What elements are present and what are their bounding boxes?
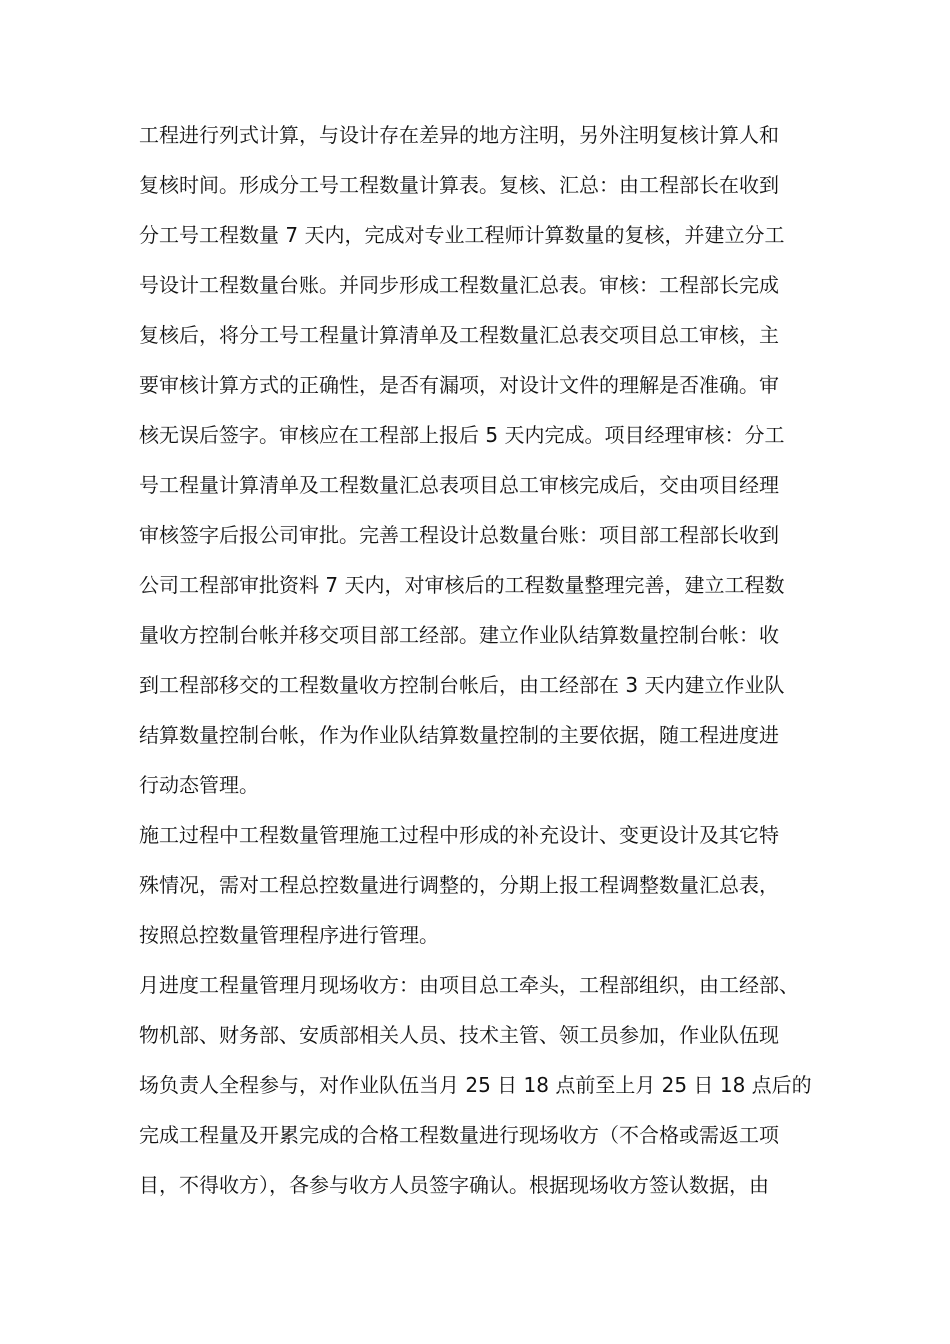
text-line: 复核时间。形成分工号工程数量计算表。复核、汇总：由工程部长在收到: [139, 173, 779, 197]
text-line: 号设计工程数量台账。并同步形成工程数量汇总表。审核：工程部长完成: [139, 273, 779, 297]
text-line: 场负责人全程参与，对作业队伍当月 25 日 18 点前至上月 25 日 18 点后的: [139, 1073, 812, 1097]
text-line: 号工程量计算清单及工程数量汇总表项目总工审核完成后，交由项目经理: [139, 473, 779, 497]
text-line: 结算数量控制台帐，作为作业队结算数量控制的主要依据，随工程进度进: [139, 723, 779, 747]
text-line: 复核后，将分工号工程量计算清单及工程数量汇总表交项目总工审核，主: [139, 323, 779, 347]
text-line: 核无误后签字。审核应在工程部上报后 5 天内完成。项目经理审核：分工: [139, 423, 785, 447]
text-line: 目，不得收方），各参与收方人员签字确认。根据现场收方签认数据，由: [139, 1173, 769, 1197]
text-line: 到工程部移交的工程数量收方控制台帐后，由工经部在 3 天内建立作业队: [139, 673, 785, 697]
text-line: 公司工程部审批资料 7 天内，对审核后的工程数量整理完善，建立工程数: [139, 573, 785, 597]
text-line: 施工过程中工程数量管理施工过程中形成的补充设计、变更设计及其它特: [139, 823, 779, 847]
text-line: 完成工程量及开累完成的合格工程数量进行现场收方（不合格或需返工项: [139, 1123, 779, 1147]
text-line: 按照总控数量管理程序进行管理。: [139, 923, 439, 947]
text-line: 审核签字后报公司审批。完善工程设计总数量台账：项目部工程部长收到: [139, 523, 779, 547]
text-line: 行动态管理。: [139, 773, 259, 797]
text-line: 月进度工程量管理月现场收方：由项目总工牵头，工程部组织，由工经部、: [139, 973, 799, 997]
text-line: 物机部、财务部、安质部相关人员、技术主管、领工员参加，作业队伍现: [139, 1023, 779, 1047]
text-line: 分工号工程数量 7 天内，完成对专业工程师计算数量的复核，并建立分工: [139, 223, 785, 247]
text-line: 要审核计算方式的正确性，是否有漏项，对设计文件的理解是否准确。审: [139, 373, 779, 397]
body-text: [139, 115, 839, 1215]
text-line: 殊情况，需对工程总控数量进行调整的，分期上报工程调整数量汇总表，: [139, 873, 779, 897]
text-line: 量收方控制台帐并移交项目部工经部。建立作业队结算数量控制台帐：收: [139, 623, 779, 647]
text-line: 工程进行列式计算，与设计存在差异的地方注明，另外注明复核计算人和: [139, 123, 779, 147]
